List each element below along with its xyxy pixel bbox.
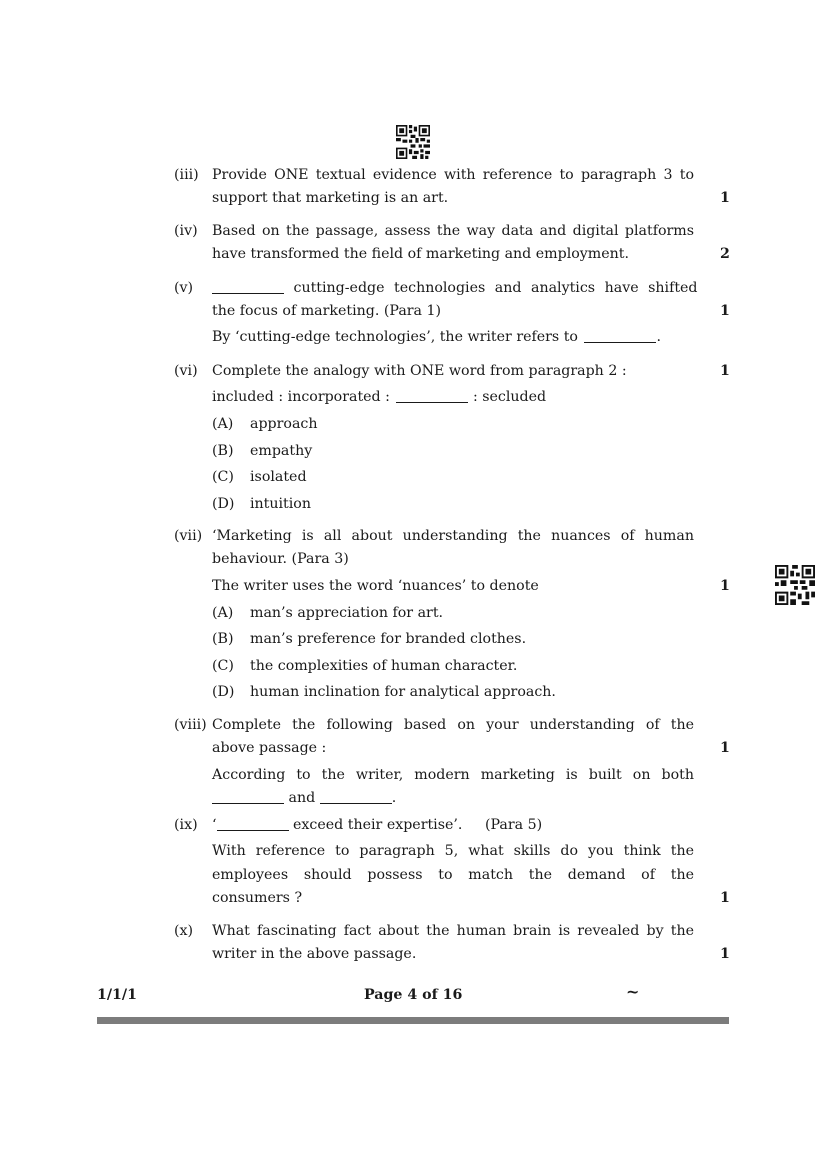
question-text: ‘ — [212, 817, 217, 833]
question-mark: 1 — [720, 740, 730, 756]
qr-code-icon — [396, 125, 430, 159]
question-text: included : incorporated : — [212, 389, 390, 405]
question-text: . — [391, 790, 397, 806]
question-text-line: Complete the analogy with ONE word from paragraph 2 : — [212, 363, 627, 379]
question-number: (iii) — [174, 167, 199, 183]
option-b[interactable]: (B) empathy — [212, 443, 313, 459]
side-qr-code-icon — [775, 565, 815, 605]
footer-divider — [97, 1017, 729, 1024]
question-text: cutting-edge technologies and analytics have shifted — [293, 280, 698, 296]
question-text-line: ‘Marketing is all about understanding the nuances of human — [212, 528, 694, 544]
question-mark: 1 — [720, 946, 730, 962]
question-text-line: Based on the passage, assess the way data and digital platforms — [212, 223, 694, 239]
question-text: exceed their expertise’. — [293, 817, 463, 833]
question-mark: 1 — [720, 190, 730, 206]
option-c[interactable]: (C) the complexities of human character. — [212, 658, 518, 674]
question-text-line: the focus of marketing. (Para 1) — [212, 303, 442, 319]
question-text-line: What fascinating fact about the human brain is revealed by the — [212, 923, 694, 939]
question-text-line: employees should possess to match the demand of the — [212, 867, 694, 883]
question-number: (viii) — [174, 717, 207, 733]
question-number: (vi) — [174, 363, 198, 379]
question-number: (x) — [174, 923, 194, 939]
question-text-line: consumers ? — [212, 890, 303, 906]
question-text: and — [288, 790, 316, 806]
option-d[interactable]: (D) intuition — [212, 496, 311, 512]
option-d[interactable]: (D) human inclination for analytical approach. — [212, 684, 556, 700]
question-text-line — [212, 326, 694, 349]
question-text-line — [212, 277, 698, 300]
question-number: (vii) — [174, 528, 203, 544]
paper-code: 1/1/1 — [97, 987, 137, 1003]
question-mark: 1 — [720, 303, 730, 319]
question-text-line: With reference to paragraph 5, what skills do you think the — [212, 843, 694, 859]
question-text-line: According to the writer, modern marketing is built on both — [212, 767, 694, 783]
question-mark: 1 — [720, 890, 730, 906]
answer-blank[interactable] — [212, 279, 284, 294]
option-a[interactable]: (A) approach — [212, 416, 318, 432]
question-text-line: have transformed the field of marketing and employment. — [212, 246, 629, 262]
question-text-line — [212, 814, 694, 837]
question-text-line: support that marketing is an art. — [212, 190, 449, 206]
question-mark: 1 — [720, 578, 730, 594]
question-mark: 2 — [720, 246, 730, 262]
question-text: (Para 5) — [484, 817, 543, 833]
option-a[interactable]: (A) man’s appreciation for art. — [212, 605, 444, 621]
answer-blank[interactable] — [584, 328, 656, 343]
question-text-line: above passage : — [212, 740, 327, 756]
question-number: (ix) — [174, 817, 198, 833]
option-b[interactable]: (B) man’s preference for branded clothes. — [212, 631, 527, 647]
question-text-line: Provide ONE textual evidence with reference to paragraph 3 to — [212, 167, 694, 183]
question-text: By ‘cutting-edge technologies’, the writer refers to — [212, 329, 578, 345]
question-text-line: behaviour. (Para 3) — [212, 551, 349, 567]
question-number: (iv) — [174, 223, 198, 239]
answer-blank[interactable] — [396, 388, 468, 403]
footer-symbol: ~ — [626, 982, 640, 1001]
question-text-line — [212, 787, 694, 810]
question-text-line: Complete the following based on your understanding of the — [212, 717, 694, 733]
question-text-line — [212, 386, 694, 409]
question-text: : secluded — [472, 389, 547, 405]
answer-blank[interactable] — [212, 789, 284, 804]
question-mark: 1 — [720, 363, 730, 379]
question-number: (v) — [174, 280, 194, 296]
option-c[interactable]: (C) isolated — [212, 469, 307, 485]
answer-blank[interactable] — [320, 789, 392, 804]
question-text-line: writer in the above passage. — [212, 946, 417, 962]
page-number: Page 4 of 16 — [364, 987, 463, 1003]
answer-blank[interactable] — [217, 816, 289, 831]
question-text-line: The writer uses the word ‘nuances’ to denote — [212, 578, 539, 594]
question-text: . — [656, 329, 661, 345]
